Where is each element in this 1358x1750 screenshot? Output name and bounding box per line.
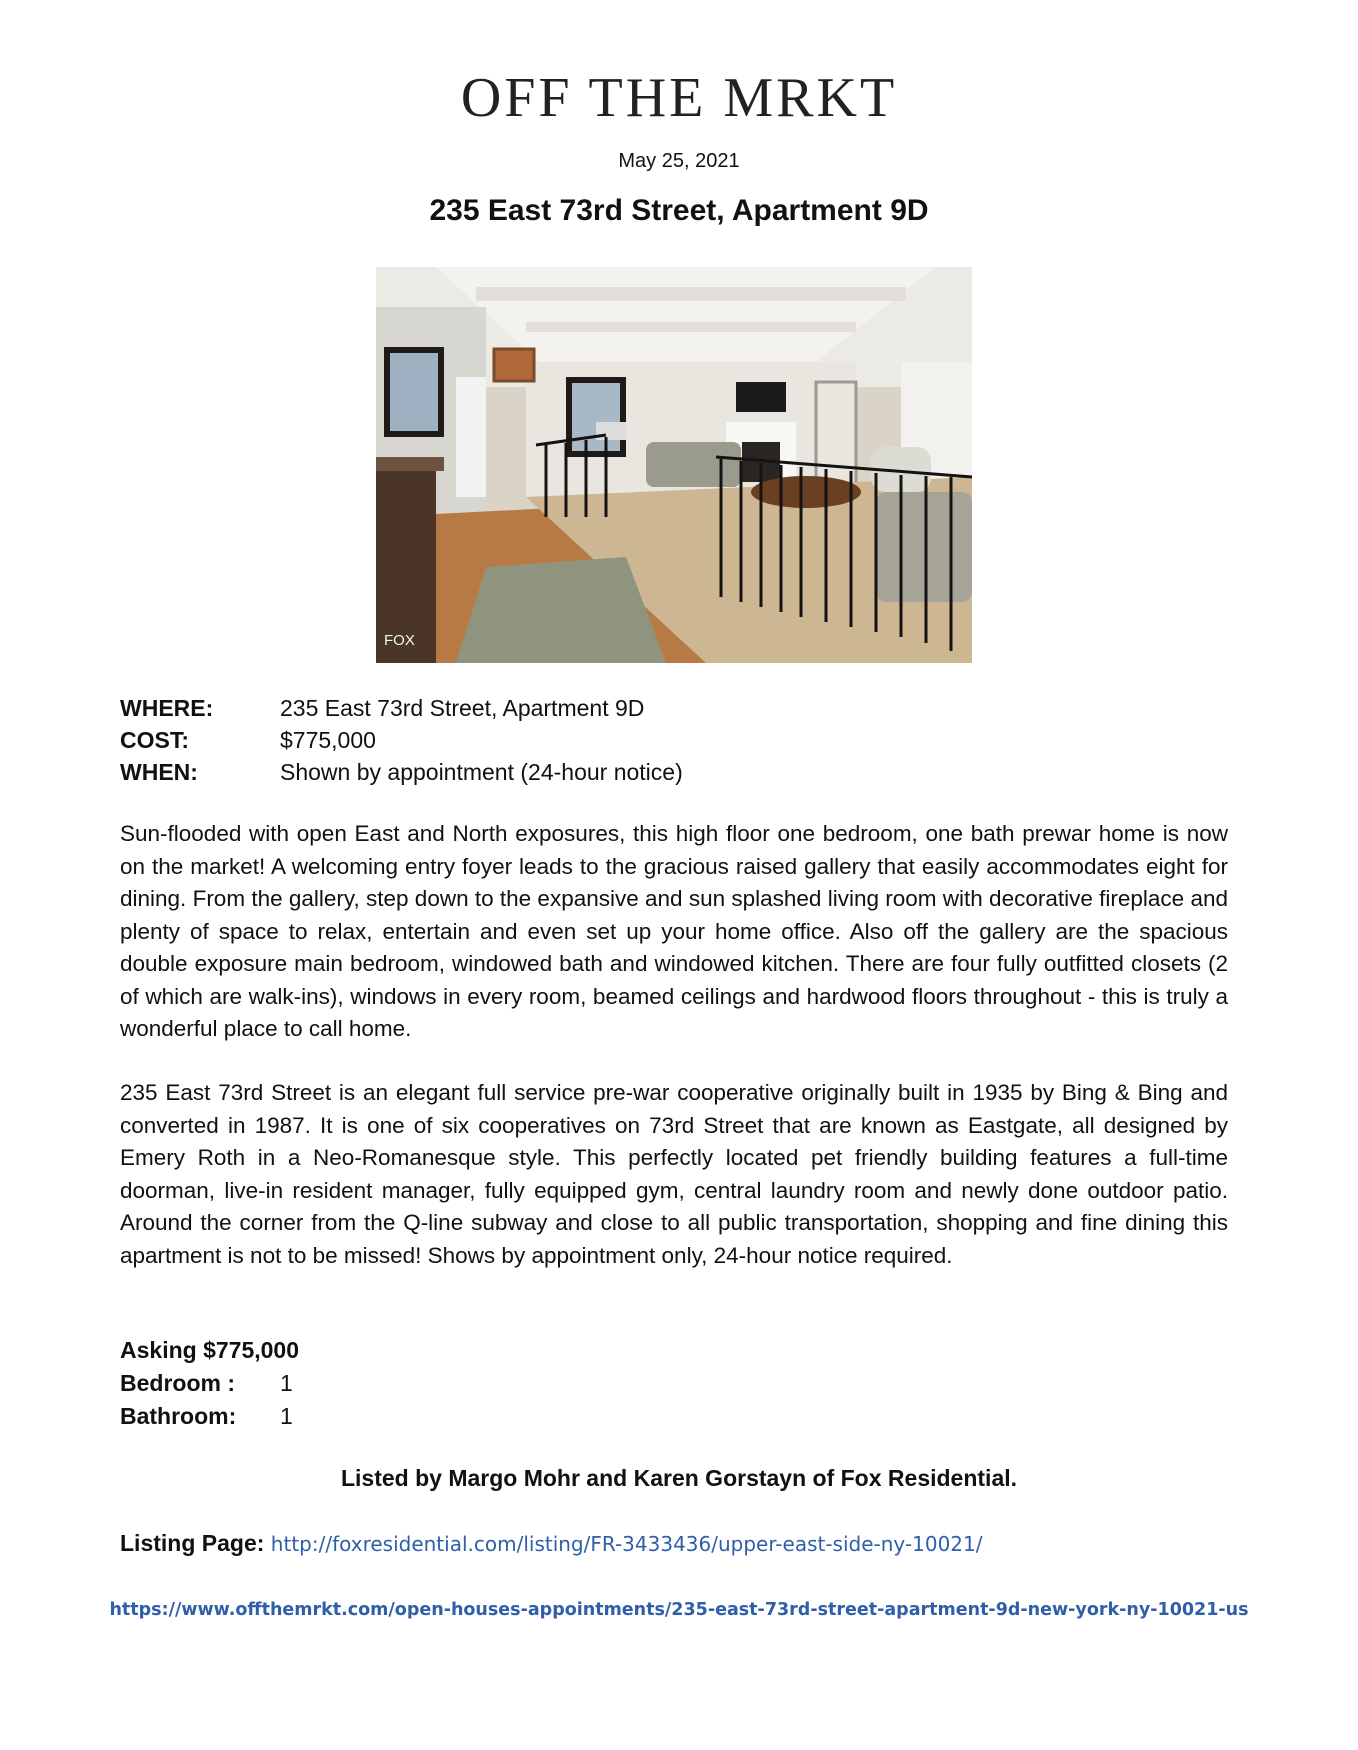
description-paragraph: Sun-flooded with open East and North exposures, this high floor one bedroom, one bath prewar home is now on the market! A welcoming entry foyer leads to the gracious raised gallery that easily accommodates eight for dining. From the gallery, step down to the expansive and sun splashed living room with decorative fireplace and plenty of space to relax, entertain and even set up your home office. Also off the gallery are the spacious double exposure main bedroom, windowed bath and windowed kitchen. There are four fully outfitted closets (2 of which are walk-ins), windows in every room, beamed ceilings and hardwood floors throughout - this is truly a wonderful place to call home. [120, 821, 1228, 1041]
summary-block [120, 1334, 299, 1433]
fact-value: 235 East 73rd Street, Apartment 9D [280, 695, 645, 721]
fact-label: WHEN: [120, 759, 198, 785]
masthead-logo: OFF THE MRKT [460, 67, 898, 129]
asking-price: Asking $775,000 [120, 1337, 300, 1363]
listing-label: Listing Page: [120, 1530, 265, 1556]
bedroom-row [120, 1367, 299, 1400]
fact-cost [120, 724, 683, 756]
page-title: 235 East 73rd Street, Apartment 9D [429, 194, 929, 227]
fact-where [120, 692, 683, 724]
bathroom-row [120, 1400, 299, 1433]
fact-label: COST: [120, 727, 189, 753]
bedroom-label: Bedroom : [120, 1370, 235, 1396]
fact-label: WHERE: [120, 695, 214, 721]
bathroom-label: Bathroom: [120, 1403, 237, 1429]
listing-link[interactable]: http://foxresidential.com/listing/FR-3433436/upper-east-side-ny-10021/ [270, 1532, 983, 1556]
listing-page [120, 1530, 983, 1557]
fact-when [120, 756, 683, 788]
building-paragraph: 235 East 73rd Street is an elegant full service pre-war cooperative originally built in 1935 by Bing & Bing and converted in 1987. It is one of six cooperatives on 73rd Street that are known as Eastgate, all designed by Emery Roth in a Neo-Romanesque style. This perfectly located pet friendly building features a full-time doorman, live-in resident manager, fully equipped gym, central laundry room and newly done outdoor patio. Around the corner from the Q-line subway and close to all public transportation, shopping and fine dining this apartment is not to be missed! Shows by appointment only, 24-hour notice required. [120, 1080, 1228, 1268]
publish-date: May 25, 2021 [618, 150, 740, 172]
fact-value: $775,000 [280, 727, 376, 753]
bathroom-value: 1 [280, 1403, 293, 1429]
listed-by: Listed by Margo Mohr and Karen Gorstayn of Fox Residential. [340, 1465, 1018, 1491]
watermark-text: FOX [384, 632, 415, 649]
footer-link[interactable]: https://www.offthemrkt.com/open-houses-appointments/235-east-73rd-street-apartment-9d-new-york-ny-10021-us [109, 1600, 1249, 1620]
fact-value: Shown by appointment (24-hour notice) [280, 759, 683, 785]
facts-block [120, 692, 683, 788]
bedroom-value: 1 [280, 1370, 293, 1396]
apartment-photo [376, 267, 972, 663]
